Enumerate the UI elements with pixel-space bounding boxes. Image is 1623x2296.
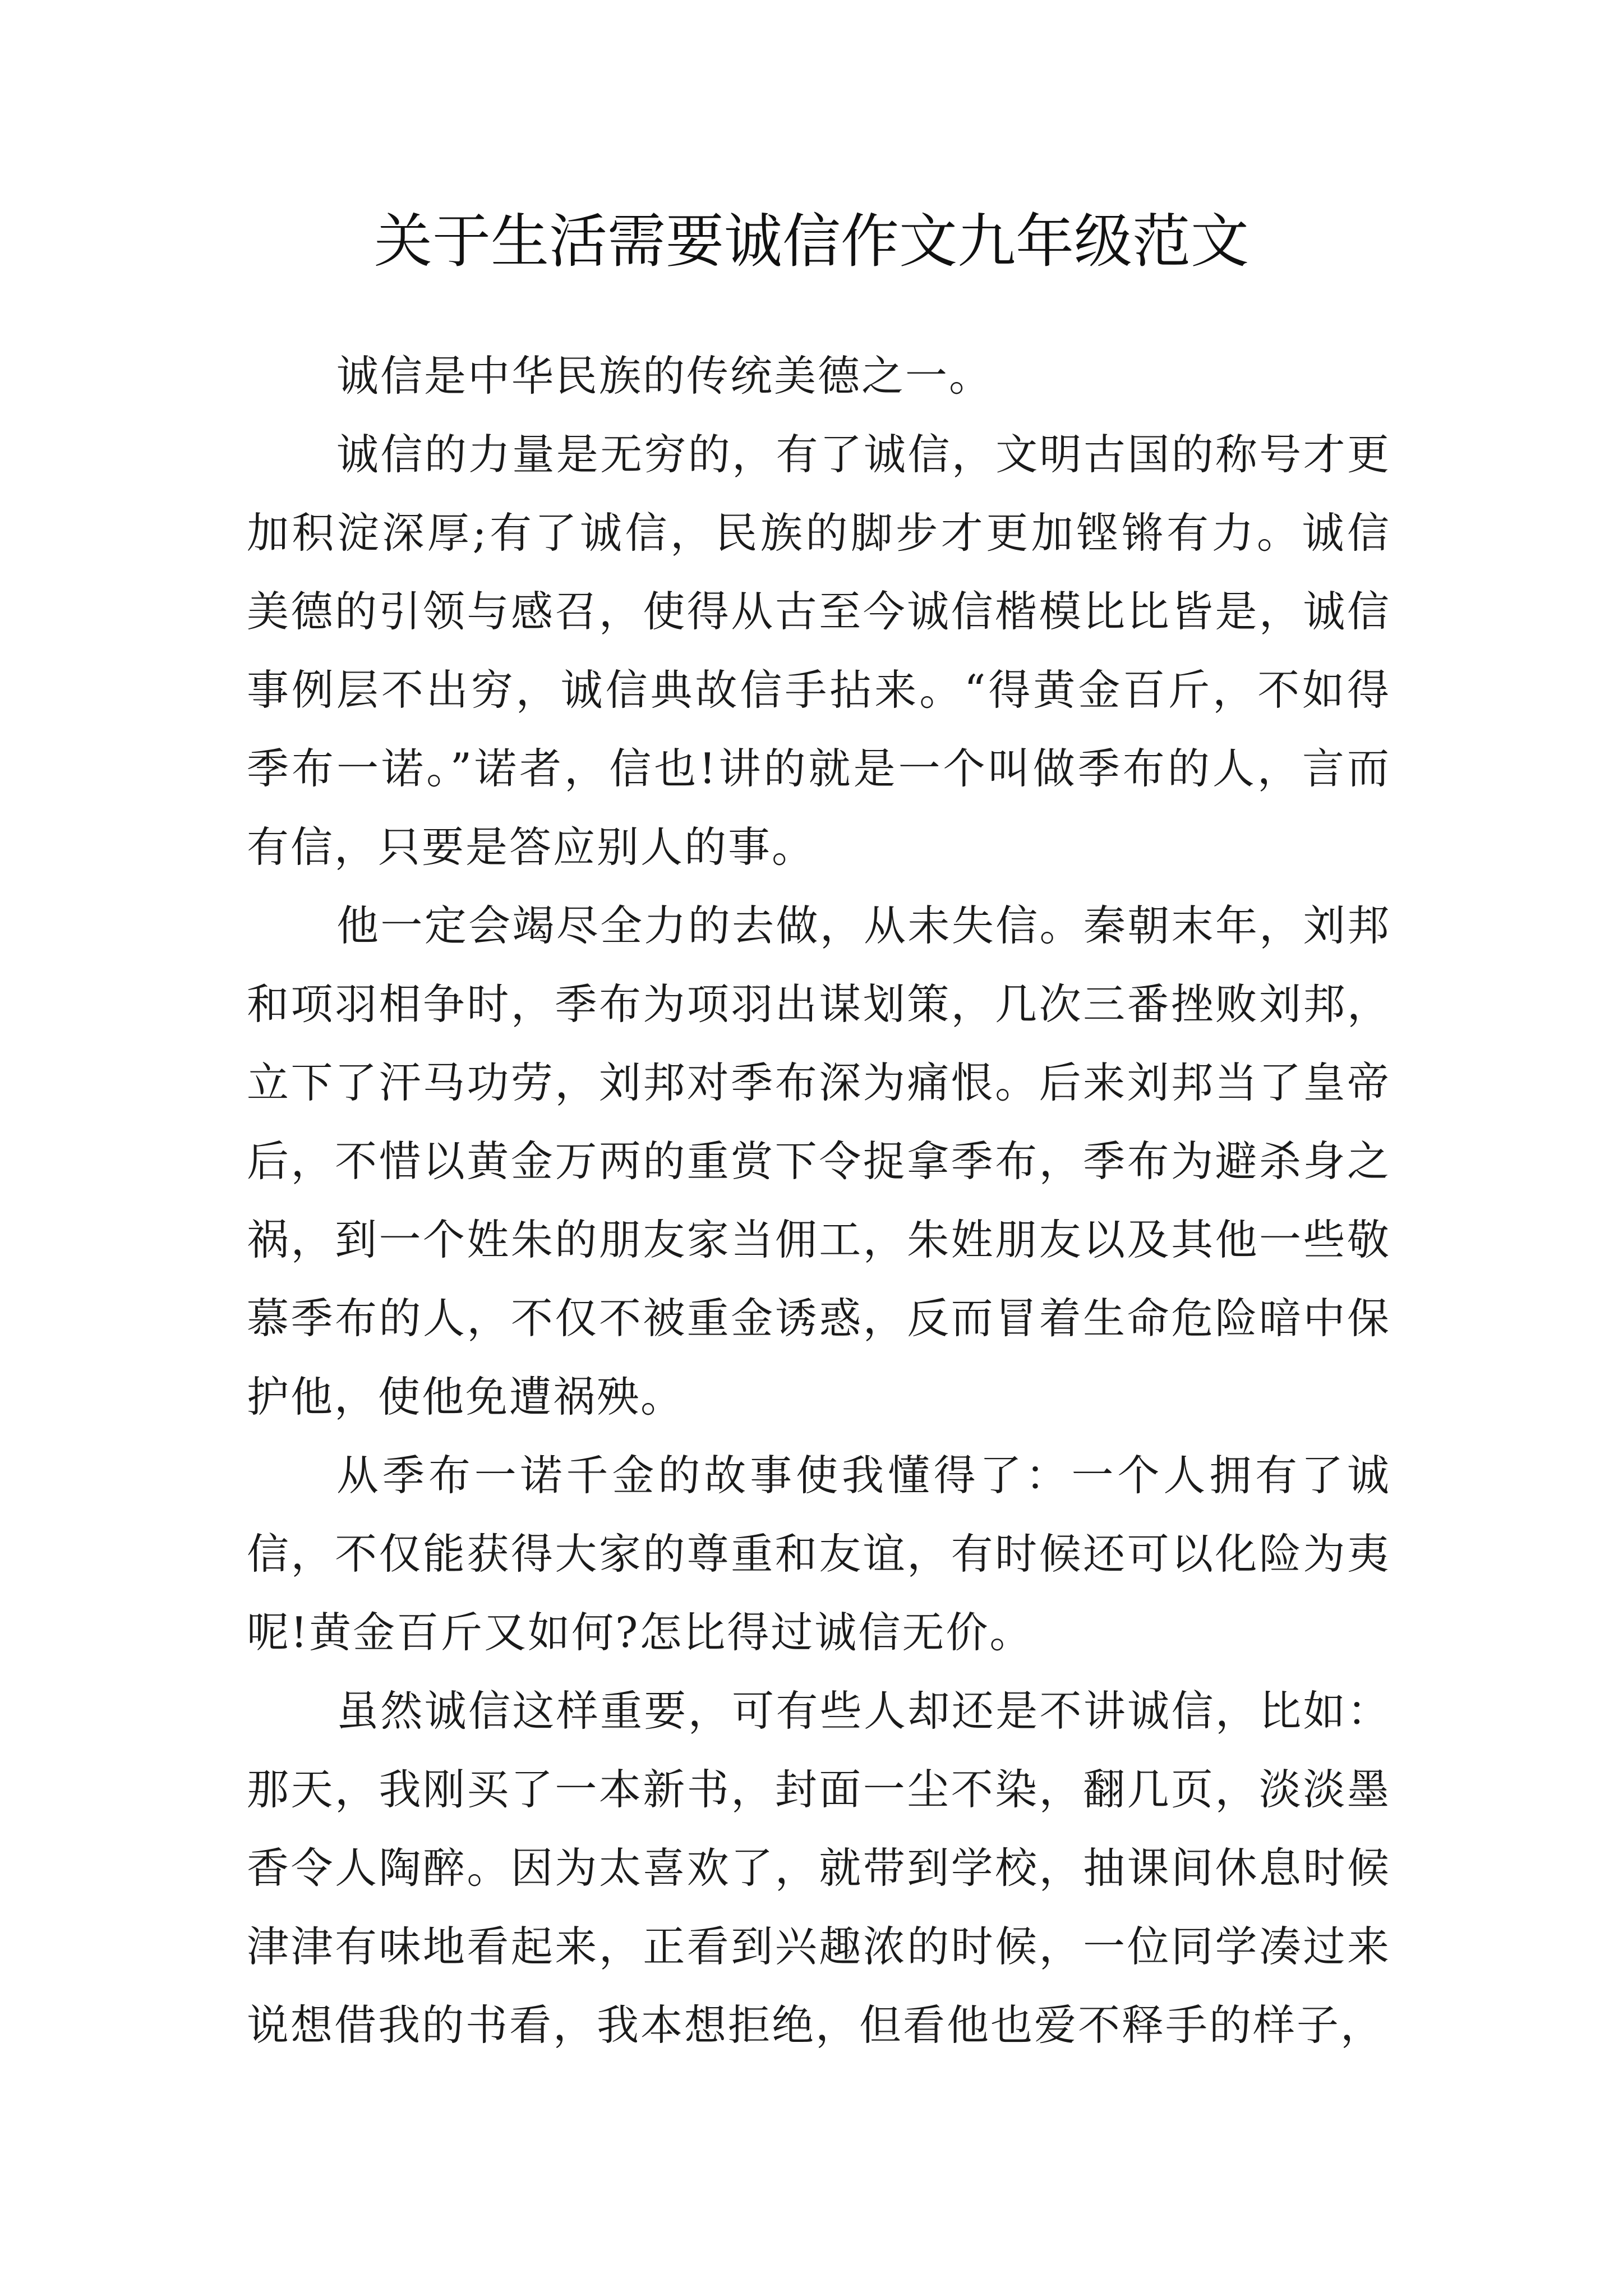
document-title: 关于生活需要诚信作文九年级范文 (374, 207, 1249, 275)
paragraph-5: 虽然诚信这样重要，可有些人却还是不讲诚信，比如：那天，我刚买了一本新书，封面一尘不染，翻几页，淡淡墨香令人陶醉。因为太喜欢了，就带到学校，抽课间休息时候津津有味地看起来，正看到兴趣浓的时候，一位同学凑过来说想借我的书看，我本想拒绝，但看他也爱不释手的样子， (247, 1686, 1391, 2050)
document-body (247, 337, 1391, 2064)
paragraph-1: 诚信是中华民族的传统美德之一。 (336, 351, 993, 401)
paragraph-4: 从季布一诺千金的故事使我懂得了：一个人拥有了诚信，不仅能获得大家的尊重和友谊，有时候还可以化险为夷呢!黄金百斤又如何?怎比得过诚信无价。 (247, 1451, 1391, 1657)
paragraph-2: 诚信的力量是无穷的，有了诚信，文明古国的称号才更加积淀深厚;有了诚信，民族的脚步才更加铿锵有力。诚信美德的引领与感召，使得从古至今诚信楷模比比皆是，诚信事例层不出穷，诚信典故信手拈来。“得黄金百斤，不如得季布一诺。”诺者，信也!讲的就是一个叫做季布的人，言而有信，只要是答应别人的事。 (247, 430, 1391, 872)
paragraph-3: 他一定会竭尽全力的去做，从未失信。秦朝末年，刘邦和项羽相争时，季布为项羽出谋划策，几次三番挫败刘邦，立下了汗马功劳，刘邦对季布深为痛恨。后来刘邦当了皇帝后，不惜以黄金万两的重赏下令捉拿季布，季布为避杀身之祸，到一个姓朱的朋友家当佣工，朱姓朋友以及其他一些敬慕季布的人，不仅不被重金诱惑，反而冒着生命危险暗中保护他，使他免遭祸殃。 (247, 901, 1391, 1421)
